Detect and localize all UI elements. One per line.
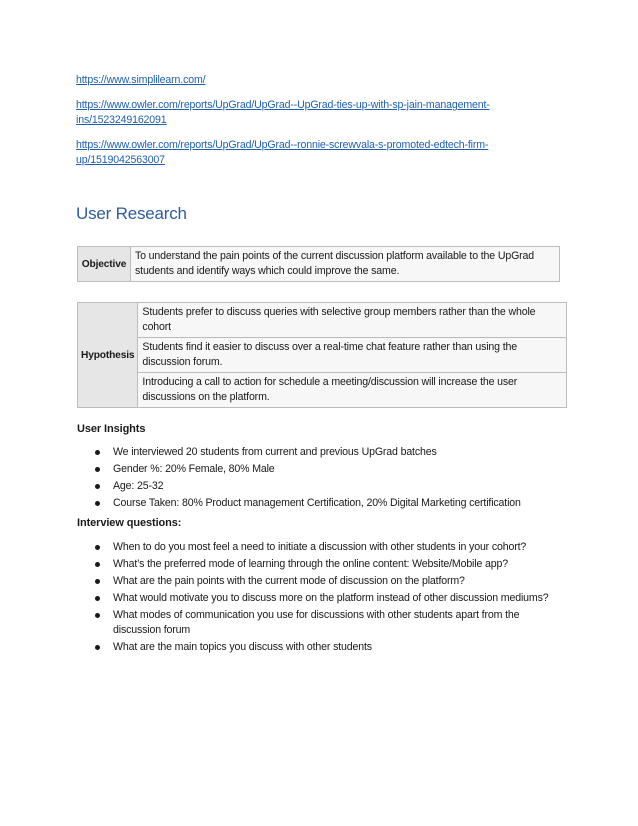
list-item (77, 608, 558, 638)
hypothesis-label: Hypothesis (78, 303, 138, 408)
list-item-text: What are the main topics you discuss with other students (113, 641, 372, 653)
bullet-icon (95, 596, 100, 601)
user-insights-title: User Insights (77, 423, 146, 435)
list-item-text: What would motivate you to discuss more on the platform instead of other discussion mediums? (113, 592, 549, 604)
list-item (77, 557, 558, 572)
section-heading: User Research (76, 204, 187, 223)
bullet-icon (95, 450, 100, 455)
bullet-icon (95, 613, 100, 618)
list-item (77, 479, 558, 494)
list-item (77, 574, 558, 589)
list-item-text: What modes of communication you use for discussions with other students apart from the discussion forum (113, 609, 520, 636)
bullet-icon (95, 579, 100, 584)
list-item-text: What are the pain points with the current mode of discussion on the platform? (113, 575, 465, 587)
list-item-text: Age: 25-32 (113, 480, 164, 492)
list-item-text: Course Taken: 80% Product management Certification, 20% Digital Marketing certification (113, 497, 521, 509)
link-owler-ronnie-screwvala[interactable]: https://www.owler.com/reports/UpGrad/UpGrad--ronnie-screwvala-s-promoted-edtech-firm-up/1519042563007 (76, 139, 489, 166)
link-owler-sp-jain[interactable]: https://www.owler.com/reports/UpGrad/UpGrad--UpGrad-ties-up-with-sp-jain-management-ins/1523249162091 (76, 99, 490, 126)
link-simplilearn[interactable]: https://www.simplilearn.com/ (76, 74, 206, 86)
list-item (77, 462, 558, 477)
hypothesis-item: Introducing a call to action for schedule a meeting/discussion will increase the user discussions on the platform. (138, 373, 567, 408)
hypothesis-item: Students prefer to discuss queries with selective group members rather than the whole cohort (138, 303, 567, 338)
list-item (77, 445, 558, 460)
list-item (77, 496, 558, 511)
bullet-icon (95, 501, 100, 506)
list-item (77, 540, 558, 555)
interview-questions-title: Interview questions: (77, 517, 182, 529)
objective-text: To understand the pain points of the current discussion platform available to the UpGrad students and identify ways which could improve the same. (131, 247, 560, 282)
objective-table (77, 246, 560, 282)
list-item-text: What’s the preferred mode of learning through the online content: Website/Mobile app? (113, 558, 508, 570)
list-item-text: Gender %: 20% Female, 80% Male (113, 463, 275, 475)
user-insights-list (77, 445, 558, 513)
list-item-text: When to do you most feel a need to initiate a discussion with other students in your cohort? (113, 541, 527, 553)
bullet-icon (95, 484, 100, 489)
hypothesis-item: Students find it easier to discuss over a real-time chat feature rather than using the discussion forum. (138, 338, 567, 373)
list-item (77, 640, 558, 655)
bullet-icon (95, 562, 100, 567)
list-item-text: We interviewed 20 students from current and previous UpGrad batches (113, 446, 437, 458)
bullet-icon (95, 467, 100, 472)
interview-questions-list (77, 540, 558, 657)
bullet-icon (95, 545, 100, 550)
hypothesis-table (77, 302, 567, 408)
objective-label: Objective (78, 247, 131, 282)
bullet-icon (95, 645, 100, 650)
list-item (77, 591, 558, 606)
